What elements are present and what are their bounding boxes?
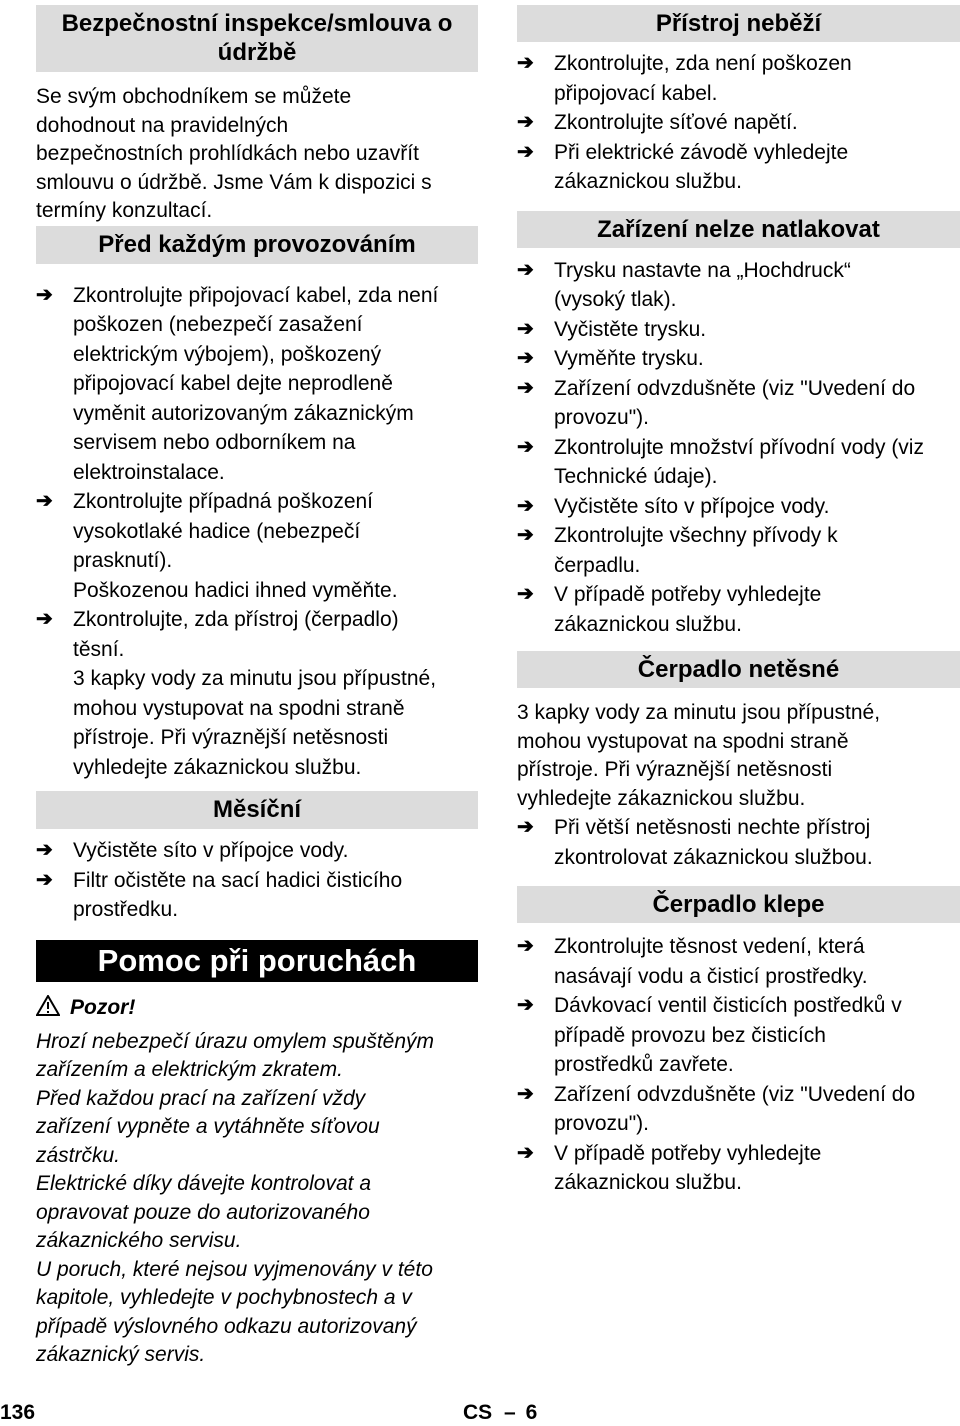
- list-item: [517, 108, 960, 138]
- arrow-right-icon: ➔: [517, 583, 534, 605]
- text-line: kapitole, vyhledejte v pochybnostech a v: [36, 1286, 412, 1309]
- arrow-right-icon: ➔: [517, 52, 534, 74]
- text-line: těsní.: [73, 637, 125, 661]
- troubleshooting-heading: Pomoc při poruchách: [36, 940, 478, 982]
- text-line: vyhledejte zákaznickou službu.: [73, 755, 362, 779]
- text-line: Elektrické díky dávejte kontrolovat a: [36, 1172, 371, 1195]
- text-line: Zkontrolujte připojovací kabel, zda není: [73, 283, 439, 307]
- text-line: případě výslovného odkazu autorizovaný: [36, 1314, 417, 1338]
- text-line: poškozen (nebezpečí zasažení: [73, 313, 363, 336]
- arrow-right-icon: ➔: [517, 816, 534, 838]
- text-line: Před každou prací na zařízení vždy: [36, 1086, 366, 1110]
- arrow-right-icon: ➔: [517, 1082, 534, 1105]
- text-line: Dávkovací ventil čisticích postředků v: [554, 994, 902, 1017]
- arrow-right-icon: ➔: [517, 994, 534, 1016]
- list-item: [36, 866, 478, 925]
- knocking-list: [517, 932, 960, 1198]
- arrow-right-icon: ➔: [517, 524, 534, 546]
- list-item: [517, 932, 960, 991]
- text-line: prostředků zavřete.: [554, 1053, 734, 1076]
- list-item: [36, 605, 478, 664]
- text-line: servisem nebo odborníkem na: [73, 431, 356, 454]
- list-item: [36, 836, 478, 866]
- list-item: [517, 492, 960, 522]
- text-line: prasknutí).: [73, 549, 173, 572]
- arrow-right-icon: ➔: [517, 494, 534, 517]
- arrow-right-icon: ➔: [517, 317, 534, 340]
- text-line: prostředku.: [73, 898, 179, 921]
- text-line: vyhledejte zákaznickou službu.: [517, 786, 806, 810]
- text-line: vysokotlaké hadice (nebezpečí: [73, 519, 361, 543]
- text-line: zástrčku.: [36, 1143, 121, 1167]
- leaking-heading: Čerpadlo netěsné: [517, 651, 960, 688]
- page-number: 136: [0, 1401, 36, 1424]
- arrow-right-icon: ➔: [36, 608, 53, 630]
- text-line: Trysku nastavte na „Hochdruck“: [554, 258, 851, 282]
- text-line: Při elektrické závodě vyhledejte: [554, 140, 849, 164]
- text-line: Zařízení odvzdušněte (viz "Uvedení do: [554, 376, 916, 400]
- no-pressure-heading: Zařízení nelze natlakovat: [517, 211, 960, 248]
- text-line: Při větší netěsnosti nechte přístroj: [554, 816, 871, 839]
- arrow-right-icon: ➔: [517, 258, 534, 281]
- text-line: vyměnit autorizovaným zákaznickým: [73, 401, 414, 425]
- arrow-right-icon: ➔: [517, 347, 534, 369]
- list-item: [517, 374, 960, 433]
- text-line: Vyměňte trysku.: [554, 347, 704, 370]
- list-item: [36, 487, 478, 576]
- leaking-text: [517, 699, 960, 813]
- text-line: termíny konzultací.: [36, 199, 213, 222]
- not-running-list: [517, 49, 960, 197]
- text-line: dohodnout na pravidelných: [36, 113, 289, 137]
- text-line: přístroje. Při výraznější netěsnosti: [517, 758, 833, 781]
- inspection-text: [36, 83, 478, 226]
- text-line: čerpadlu.: [554, 553, 641, 577]
- text-line: zákaznický servis.: [36, 1343, 206, 1366]
- arrow-right-icon: ➔: [517, 935, 534, 957]
- text-line: opravovat pouze do autorizovaného: [36, 1200, 370, 1224]
- list-item: [36, 281, 478, 488]
- monthly-heading: Měsíční: [36, 791, 478, 829]
- warning-triangle-icon: [36, 995, 60, 1024]
- text-line: Zkontrolujte síťové napětí.: [554, 111, 798, 134]
- text-line: Zkontrolujte, zda není poškozen: [554, 52, 852, 75]
- knocking-heading: Čerpadlo klepe: [517, 886, 960, 923]
- text-line: nasávají vodu a čisticí prostředky.: [554, 964, 868, 988]
- warning-title: [36, 994, 478, 1024]
- list-item: [517, 521, 960, 580]
- text-line: zařízením a elektrickým zkratem.: [36, 1058, 343, 1081]
- before-operation-heading: Před každým provozováním: [36, 226, 478, 264]
- text-line: V případě potřeby vyhledejte: [554, 1141, 822, 1165]
- list-item: [517, 580, 960, 639]
- list-item: [517, 315, 960, 345]
- arrow-right-icon: ➔: [517, 376, 534, 399]
- drip-note: [36, 664, 478, 782]
- arrow-right-icon: ➔: [517, 1141, 534, 1164]
- list-item: [517, 433, 960, 492]
- list-item: [517, 49, 960, 108]
- list-item: [517, 1139, 960, 1198]
- list-item: [517, 1080, 960, 1139]
- text-line: mohou vystupovat na spodni straně: [517, 729, 849, 753]
- text-line: 3 kapky vody za minutu jsou přípustné,: [73, 667, 437, 690]
- inspection-heading: [36, 5, 478, 72]
- dash: –: [504, 1401, 516, 1424]
- arrow-right-icon: ➔: [517, 111, 534, 133]
- text-line: provozu").: [554, 406, 649, 429]
- no-pressure-list: [517, 256, 960, 640]
- text-line: zákaznického servisu.: [36, 1229, 242, 1252]
- text-line: Zkontrolujte množství přívodní vody (viz: [554, 435, 924, 459]
- text-line: Vyčistěte síto v přípojce vody.: [554, 494, 830, 518]
- text-line: Filtr očistěte na sací hadici čisticího: [73, 868, 403, 892]
- text-line: případě provozu bez čisticích: [554, 1023, 826, 1047]
- text-line: Se svým obchodníkem se můžete: [36, 85, 352, 108]
- arrow-right-icon: ➔: [517, 435, 534, 458]
- text-line: Technické údaje).: [554, 465, 718, 488]
- leaking-list: [517, 813, 960, 872]
- hose-note: Poškozenou hadici ihned vyměňte.: [73, 578, 398, 602]
- text-line: Vyčistěte síto v přípojce vody.: [73, 839, 349, 862]
- arrow-right-icon: ➔: [36, 868, 53, 891]
- text-line: elektrickým výbojem), poškozený: [73, 342, 382, 366]
- monthly-list: [36, 836, 478, 925]
- text-line: zkontrolovat zákaznickou službou.: [554, 845, 873, 869]
- list-item: [517, 138, 960, 197]
- text-line: smlouvu o údržbě. Jsme Vám k dispozici s: [36, 170, 432, 194]
- text-line: zařízení vypněte a vytáhněte síťovou: [36, 1115, 380, 1138]
- text-line: přístroje. Při výraznější netěsnosti: [73, 726, 389, 749]
- left-column: [36, 0, 478, 1370]
- text-line: U poruch, které nejsou vyjmenovány v této: [36, 1257, 433, 1281]
- section-page-number: 6: [525, 1401, 538, 1424]
- arrow-right-icon: ➔: [36, 283, 53, 306]
- list-item: [517, 344, 960, 374]
- text-line: mohou vystupovat na spodni straně: [73, 696, 405, 720]
- text-line: zákaznickou službu.: [554, 612, 742, 636]
- list-item: [517, 256, 960, 315]
- text-line: Zkontrolujte případná poškození: [73, 490, 374, 513]
- text-line: připojovací kabel.: [554, 81, 718, 105]
- text-line: (vysoký tlak).: [554, 288, 677, 311]
- text-line: Zkontrolujte, zda přístroj (čerpadlo): [73, 608, 399, 631]
- before-operation-list: [36, 281, 478, 783]
- warning-title-text: Pozor!: [70, 995, 136, 1019]
- page-section-label: [463, 1400, 537, 1426]
- arrow-right-icon: ➔: [36, 490, 53, 512]
- text-line: zákaznickou službu.: [554, 1171, 742, 1194]
- text-line: Zařízení odvzdušněte (viz "Uvedení do: [554, 1082, 916, 1106]
- warning-text: [36, 1028, 478, 1370]
- arrow-right-icon: ➔: [517, 140, 534, 163]
- text-line: 3 kapky vody za minutu jsou přípustné,: [517, 701, 881, 724]
- inspection-heading-text: Bezpečnostní inspekce/smlouva o údržbě: [61, 10, 453, 66]
- text-line: elektroinstalace.: [73, 460, 225, 484]
- text-line: zákaznickou službu.: [554, 170, 742, 193]
- language-code: CS: [463, 1401, 493, 1424]
- text-line: Zkontrolujte všechny přívody k: [554, 524, 838, 547]
- arrow-right-icon: ➔: [36, 839, 53, 861]
- list-item: [517, 991, 960, 1080]
- text-line: Hrozí nebezpečí úrazu omylem spuštěným: [36, 1029, 435, 1053]
- text-line: provozu").: [554, 1112, 649, 1135]
- text-line: bezpečnostních prohlídkách nebo uzavřít: [36, 142, 419, 165]
- text-line: V případě potřeby vyhledejte: [554, 583, 822, 606]
- not-running-heading: Přístroj neběží: [517, 5, 960, 42]
- text-line: Zkontrolujte těsnost vedení, která: [554, 935, 865, 958]
- text-line: Vyčistěte trysku.: [554, 317, 707, 341]
- text-line: připojovací kabel dejte neprodleně: [73, 372, 393, 395]
- right-column: [517, 0, 960, 1198]
- list-item: [517, 813, 960, 872]
